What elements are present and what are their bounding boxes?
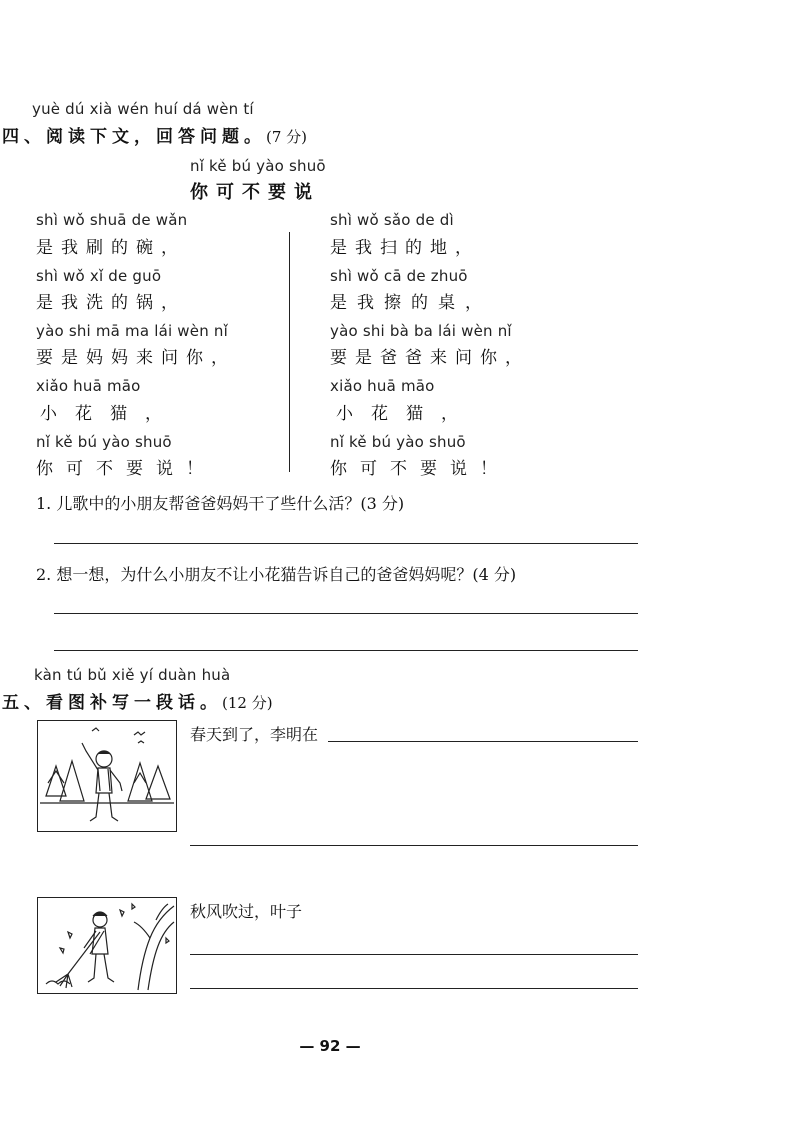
poem-right-line-5: 你可不要说！ [330, 459, 510, 479]
answer-line-autumn-1[interactable] [190, 954, 638, 955]
section5-score: (12 分) [222, 694, 273, 712]
poem-left-pinyin-3: yào shi mā ma lái wèn nǐ [36, 322, 228, 340]
poem-right-pinyin-2: shì wǒ cā de zhuō [330, 267, 468, 285]
page-number: — 92 — [299, 1037, 361, 1055]
prompt-spring: 春天到了，李明在 [190, 725, 319, 744]
prompt-autumn: 秋风吹过，叶子 [190, 902, 303, 921]
section5-heading-text: 五、看图补写一段话。 [2, 693, 222, 713]
section4-heading [2, 122, 307, 147]
question-2: 2. 想一想，为什么小朋友不让小花猫告诉自己的爸爸妈妈呢？(4 分) [36, 565, 517, 584]
answer-line-q1[interactable] [54, 543, 638, 544]
poem-right-pinyin-4: xiǎo huā māo [330, 377, 435, 395]
poem-left-pinyin-4: xiǎo huā māo [36, 377, 141, 395]
section4-score: (7 分) [266, 128, 308, 146]
section4-pinyin: yuè dú xià wén huí dá wèn tí [32, 100, 254, 118]
poem-right-line-4: 小花猫， [336, 404, 476, 424]
poem-left-pinyin-1: shì wǒ shuā de wǎn [36, 211, 188, 229]
poem-left-line-5: 你可不要说！ [36, 459, 216, 479]
poem-title: 你可不要说 [190, 182, 320, 203]
answer-line-spring-2[interactable] [190, 845, 638, 846]
poem-right-pinyin-1: shì wǒ sǎo de dì [330, 211, 454, 229]
answer-line-q2-1[interactable] [54, 613, 638, 614]
answer-line-autumn-2[interactable] [190, 988, 638, 989]
boy-waving-in-forest-picture [37, 720, 177, 832]
poem-left-line-1: 是我刷的碗， [36, 238, 186, 258]
poem-right-pinyin-3: yào shi bà ba lái wèn nǐ [330, 322, 512, 340]
poem-right-line-3: 要是爸爸来问你， [330, 348, 530, 368]
poem-column-divider [289, 232, 290, 472]
question-1: 1. 儿歌中的小朋友帮爸爸妈妈干了些什么活？(3 分) [36, 494, 405, 513]
poem-left-pinyin-2: shì wǒ xǐ de guō [36, 267, 162, 285]
section5-pinyin: kàn tú bǔ xiě yí duàn huà [34, 666, 231, 684]
section5-heading [2, 688, 273, 713]
answer-line-spring-1[interactable] [328, 741, 638, 742]
section4-heading-text: 四、阅读下文，回答问题。 [2, 127, 266, 147]
poem-left-line-3: 要是妈妈来问你， [36, 348, 236, 368]
poem-title-pinyin: nǐ kě bú yào shuō [190, 157, 326, 175]
poem-right-pinyin-5: nǐ kě bú yào shuō [330, 433, 466, 451]
poem-left-line-2: 是我洗的锅， [36, 293, 186, 313]
poem-left-line-4: 小花猫， [40, 404, 180, 424]
answer-line-q2-2[interactable] [54, 650, 638, 651]
poem-right-line-2: 是我擦的桌， [330, 293, 492, 313]
girl-sweeping-leaves-picture [37, 897, 177, 994]
poem-left-pinyin-5: nǐ kě bú yào shuō [36, 433, 172, 451]
poem-right-line-1: 是我扫的地， [330, 238, 480, 258]
